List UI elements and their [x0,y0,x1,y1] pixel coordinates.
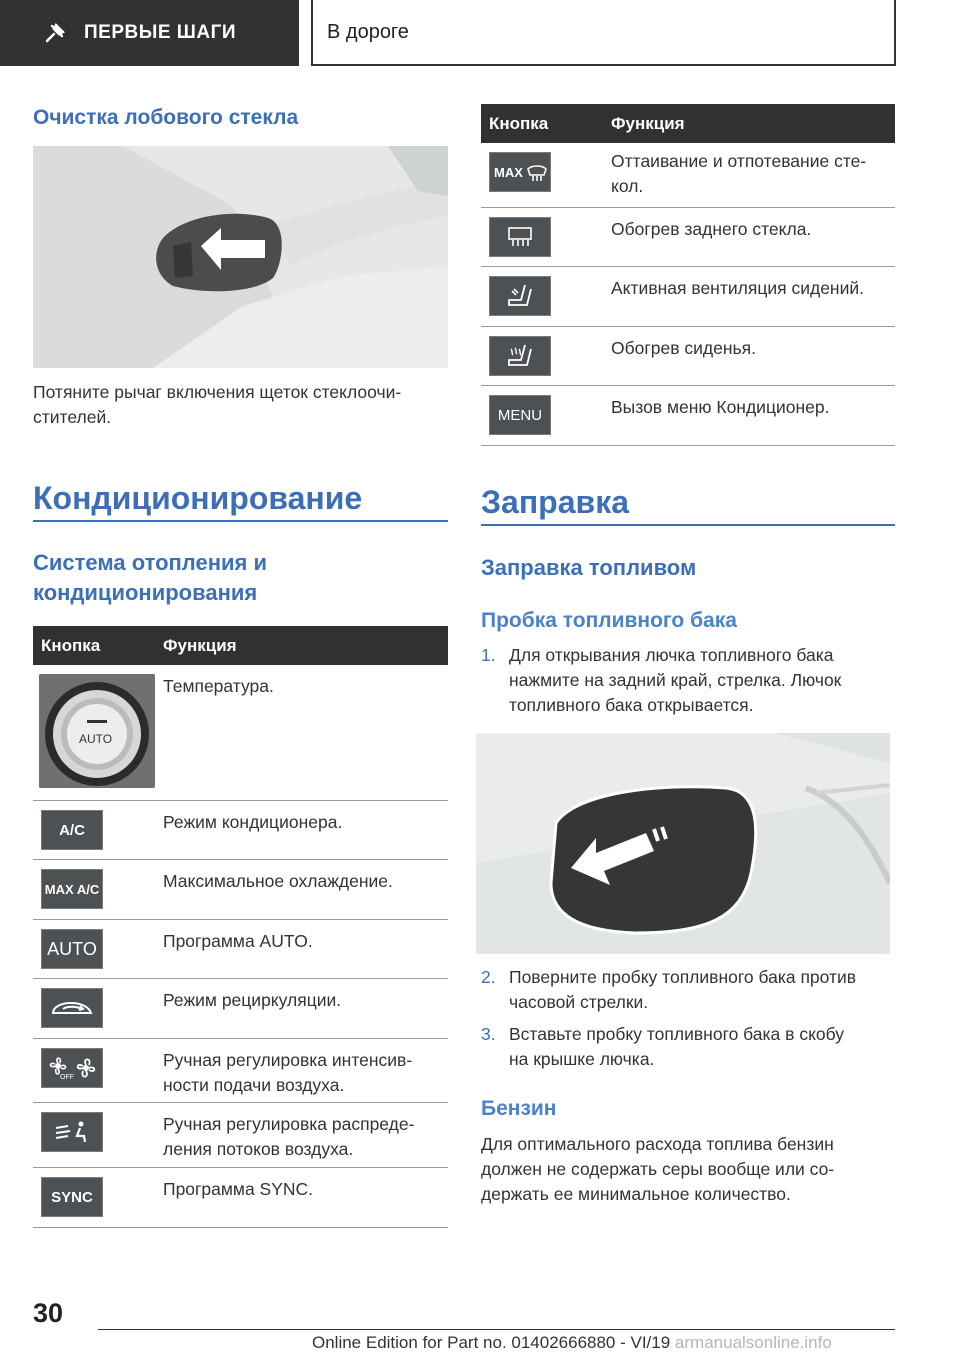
ac-subtitle-line-2: кондиционирования [33,580,258,605]
table-row [33,920,448,979]
temperature-knob-icon [39,674,155,788]
row-function [611,336,756,361]
sync-button-icon [41,1177,103,1217]
seat-ventilation-icon [505,282,535,310]
fuel-title-rule [481,524,895,526]
wipers-title: Очистка лобового стекла [33,106,299,129]
fan-off-label: OFF [60,1074,74,1081]
table-row [481,327,895,386]
row-function-line: Максимальное охлаждение. [163,871,393,891]
ac-subtitle-line-1: Система отопления и [33,550,268,575]
ac-button-label: A/C [59,821,85,839]
row-function-line: Ручная регулировка распреде- [163,1114,415,1134]
step-number: 3. [481,1024,496,1044]
step-text [509,1022,844,1072]
table-row [33,665,448,801]
row-function [163,1177,313,1202]
auto-label: AUTO [79,732,113,746]
sync-button-label: SYNC [51,1188,93,1206]
table-row [33,1103,448,1168]
footer-text [312,1333,832,1353]
row-function [611,149,866,199]
list-item [481,965,895,1015]
section-title: В дороге [327,20,409,43]
step-number: 1. [481,645,496,665]
petrol-text [481,1132,834,1207]
step-text-line: нажмите на задний край, стрелка. Лючок [509,670,842,690]
row-function-line: Режим кондиционера. [163,812,343,832]
table-row [481,386,895,446]
seat-heating-button-icon [489,336,551,376]
row-function-line: Программа SYNC. [163,1179,314,1199]
table-header [33,626,448,665]
seat-ventilation-button-icon [489,276,551,316]
windshield-defrost-icon [526,161,548,183]
col-function-header: Функция [163,636,237,655]
row-function-line: Вызов меню Кондиционер. [611,397,830,417]
pin-icon [44,22,66,44]
petrol-text-line: Для оптимального расхода топлива бензин [481,1134,834,1154]
col-button-header: Кнопка [41,636,101,655]
row-function [611,395,830,420]
step-text-line: Поверните пробку топливного бака против [509,967,857,987]
row-function [163,988,341,1013]
ac-subtitle [33,548,267,608]
menu-button-label: MENU [497,406,543,424]
climate-buttons-table [33,626,448,1228]
fuel-title: Заправка [481,484,629,520]
col-function-header: Функция [611,114,685,133]
fuel-flap-photo [476,733,890,954]
max-defrost-label: MAX [494,164,523,180]
watermark-text: armanualsonline.info [674,1333,832,1352]
row-function-line: ности подачи воздуха. [163,1075,345,1095]
air-distribution-button-icon [41,1112,103,1152]
table-row [33,1039,448,1103]
table-row [33,979,448,1039]
footer-rule [98,1329,895,1330]
chapter-tab[interactable] [0,0,299,66]
row-function-line: ления потоков воздуха. [163,1139,354,1159]
step-text-line: часовой стрелки. [509,992,649,1012]
table-row [33,860,448,920]
row-function-line: Обогрев сиденья. [611,338,756,358]
air-distribution-icon [52,1119,92,1145]
step-text-line: Вставьте пробку топливного бака в скобу [509,1024,845,1044]
fuel-subtitle: Заправка топливом [481,555,697,580]
step-number: 2. [481,967,496,987]
fuel-cap-title: Пробка топливного бака [481,609,737,632]
list-item [481,643,895,718]
row-function [611,217,811,242]
table-row [33,1168,448,1228]
max-ac-button-label: MAX A/C [44,881,100,897]
wipers-text-line-2: стителей. [33,407,112,427]
menu-button-icon [489,395,551,435]
row-function [163,1112,414,1162]
row-function-line: Обогрев заднего стекла. [611,219,812,239]
row-function [163,674,274,699]
ac-button-icon [41,810,103,850]
table-row [481,208,895,267]
wipers-text-line-1: Потяните рычаг включения щеток стеклоочи- [33,382,402,402]
step-text-line: топливного бака открывается. [509,695,754,715]
max-ac-button-icon [41,869,103,909]
table-row [33,801,448,860]
edition-text: Online Edition for Part no. 01402666880 - VI/19 [312,1333,671,1352]
table-header [481,104,895,143]
auto-button-icon [41,929,103,969]
petrol-text-line: должен не содержать серы вообще или со- [481,1159,835,1179]
row-function-line: Программа AUTO. [163,931,313,951]
col-button-header: Кнопка [489,114,549,133]
table-row [481,143,895,208]
petrol-text-line: держать ее минимальное количество. [481,1184,791,1204]
wipers-text [33,380,401,430]
ac-title: Кондиционирование [33,480,363,516]
row-function [163,869,393,894]
row-function-line: кол. [611,176,644,196]
row-function-line: Активная вентиляция сидений. [611,278,865,298]
list-item [481,1022,895,1072]
auto-button-label: AUTO [47,938,97,959]
table-row [481,267,895,327]
rear-defrost-icon [505,225,535,249]
step-text-line: на крышке лючка. [509,1049,655,1069]
recirculation-button-icon [41,988,103,1028]
car-recirculation-icon [47,995,97,1021]
row-function-line: Ручная регулировка интенсив- [163,1050,413,1070]
step-text-line: Для открывания лючка топливного бака [509,645,834,665]
fan-speed-button-icon [41,1048,103,1088]
row-function [163,1048,412,1098]
max-defrost-button-icon [489,152,551,192]
page-number: 30 [33,1298,64,1328]
petrol-title: Бензин [481,1097,557,1120]
row-function [163,810,342,835]
climate-buttons-table-2 [481,104,895,446]
chapter-title: ПЕРВЫЕ ШАГИ [84,22,237,43]
ac-title-rule [33,520,448,522]
row-function [163,929,313,954]
row-function-line: Температура. [163,676,274,696]
row-function-line: Оттаивание и отпотевание сте- [611,151,867,171]
section-header [311,0,896,66]
rear-window-heating-button-icon [489,217,551,257]
seat-heating-icon [505,342,535,370]
row-function-line: Режим рециркуляции. [163,990,342,1010]
wiper-lever-photo [33,146,448,368]
row-function [611,276,864,301]
step-text [509,965,856,1015]
step-text [509,643,841,718]
